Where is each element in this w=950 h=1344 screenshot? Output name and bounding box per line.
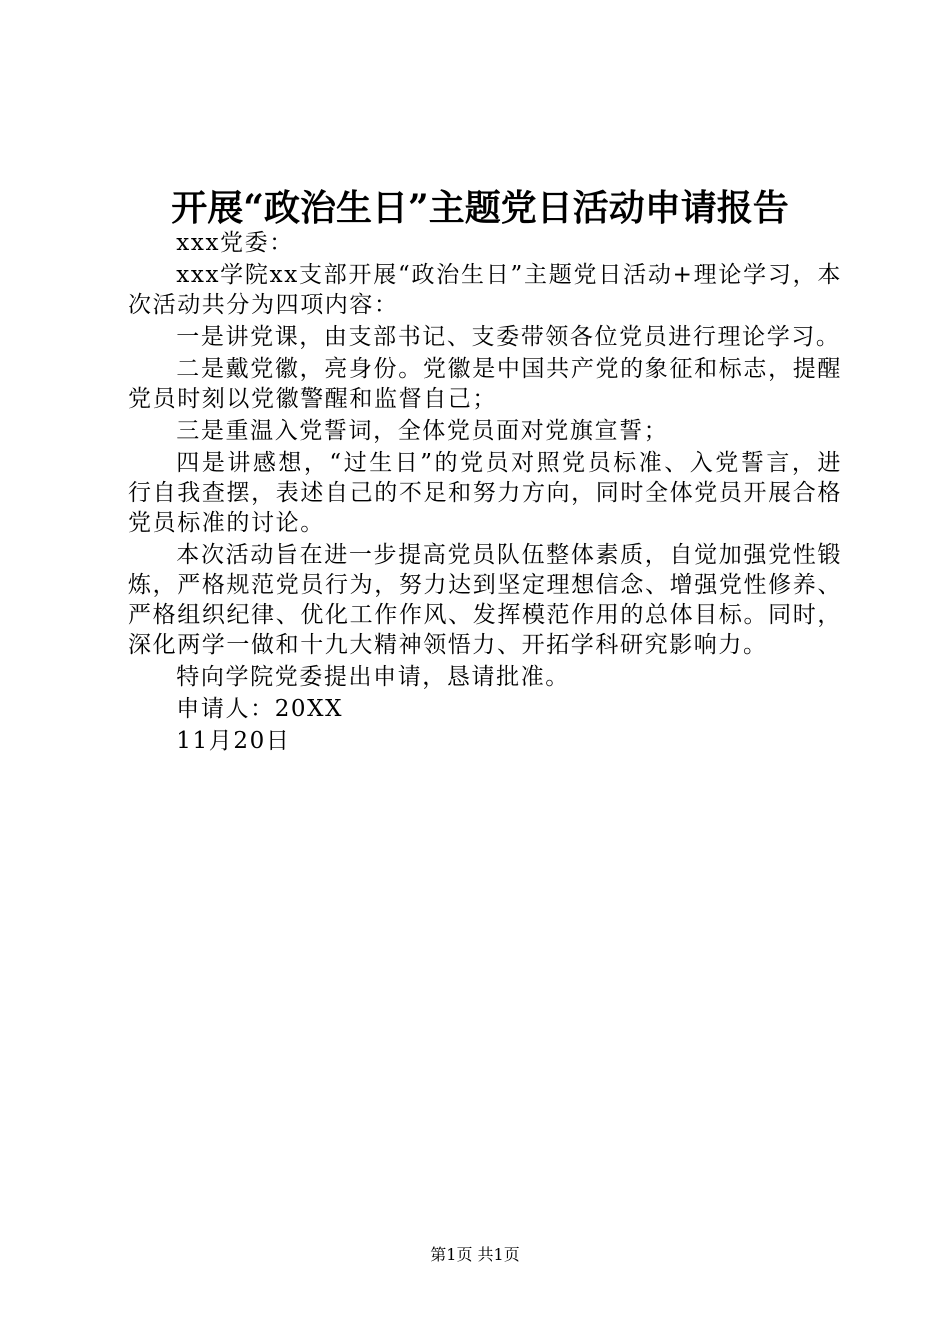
purpose-paragraph: 本次活动旨在进一步提高党员队伍整体素质，自觉加强党性锻炼，严格规范党员行为，努力达到坚定理想信念、增强党性修养、严格组织纪律、优化工作作风、发挥模范作用的总体目标。同时，深化两学一做和十九大精神领悟力、开拓学科研究影响力。 <box>128 542 842 658</box>
request-paragraph: 特向学院党委提出申请，恳请批准。 <box>176 664 570 690</box>
applicant-line: 申请人：20XX <box>176 696 344 722</box>
item-three-paragraph: 三是重温入党誓词，全体党员面对党旗宣誓； <box>176 418 669 444</box>
item-four-paragraph: 四是讲感想，“过生日”的党员对照党员标准、入党誓言，进行自我查摆，表述自己的不足和努力方向，同时全体党员开展合格党员标准的讨论。 <box>128 450 842 536</box>
document-title: 开展“政治生日”主题党日活动申请报告 <box>171 187 789 229</box>
page-number-footer: 第1页 共1页 <box>430 1245 520 1264</box>
salutation: xxx党委： <box>176 230 294 256</box>
document-body <box>128 228 842 756</box>
item-one-paragraph: 一是讲党课，由支部书记、支委带领各位党员进行理论学习。 <box>176 324 841 350</box>
date-line: 11月20日 <box>176 728 291 754</box>
item-two-paragraph: 二是戴党徽，亮身份。党徽是中国共产党的象征和标志，提醒党员时刻以党徽警醒和监督自己； <box>128 356 842 412</box>
intro-paragraph: xxx学院xx支部开展“政治生日”主题党日活动+理论学习，本次活动共分为四项内容： <box>128 262 842 318</box>
